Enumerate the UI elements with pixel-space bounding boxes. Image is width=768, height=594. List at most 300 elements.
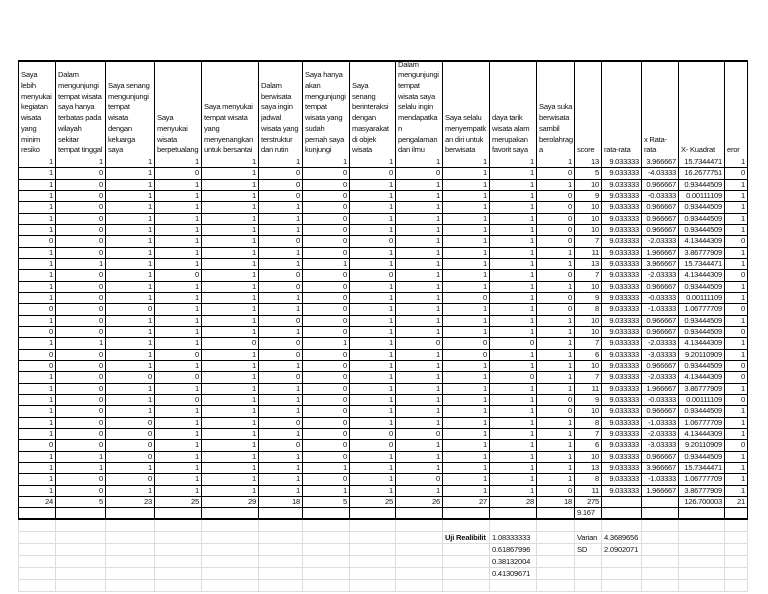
table-cell[interactable]: 1: [396, 384, 443, 395]
table-cell[interactable]: 1: [202, 350, 259, 361]
table-cell[interactable]: 0: [725, 372, 748, 383]
table-cell[interactable]: 9.033333: [602, 418, 642, 429]
table-cell[interactable]: 1: [396, 406, 443, 417]
table-cell[interactable]: 1: [259, 463, 303, 474]
table-cell[interactable]: -1.03333: [642, 304, 679, 315]
table-cell[interactable]: 0.93444509: [679, 225, 725, 236]
table-cell[interactable]: 1: [490, 180, 537, 191]
table-cell[interactable]: 0: [537, 225, 575, 236]
empty-cell[interactable]: [679, 544, 725, 556]
table-cell[interactable]: 0.00111109: [679, 191, 725, 202]
table-cell[interactable]: 3.86777909: [679, 248, 725, 259]
table-cell[interactable]: 1: [537, 452, 575, 463]
table-cell[interactable]: 1: [396, 486, 443, 497]
empty-cell[interactable]: [303, 568, 350, 580]
table-cell[interactable]: 1: [443, 248, 490, 259]
mean-score-cell[interactable]: 9.167: [575, 508, 602, 519]
table-cell[interactable]: 1: [350, 372, 396, 383]
table-cell[interactable]: 1: [725, 259, 748, 270]
column-header[interactable]: Saya menyukai wisata berpetualang: [155, 62, 202, 157]
table-cell[interactable]: -0.03333: [642, 293, 679, 304]
empty-cell[interactable]: [490, 580, 537, 592]
table-cell[interactable]: 1: [56, 157, 106, 168]
table-cell[interactable]: 9.033333: [602, 180, 642, 191]
table-cell[interactable]: 1: [490, 236, 537, 247]
table-cell[interactable]: 3.966667: [642, 259, 679, 270]
table-cell[interactable]: 1: [106, 225, 155, 236]
empty-cell[interactable]: [396, 520, 443, 532]
empty-cell[interactable]: [575, 520, 602, 532]
table-cell[interactable]: 1: [106, 361, 155, 372]
table-cell[interactable]: 9.033333: [602, 225, 642, 236]
table-cell[interactable]: 1: [350, 338, 396, 349]
table-cell[interactable]: 0.966667: [642, 214, 679, 225]
empty-cell[interactable]: [155, 520, 202, 532]
table-cell[interactable]: 1: [350, 327, 396, 338]
table-cell[interactable]: 1: [396, 350, 443, 361]
table-cell[interactable]: 1: [106, 191, 155, 202]
empty-cell[interactable]: [602, 556, 642, 568]
table-cell[interactable]: 0: [259, 191, 303, 202]
table-cell[interactable]: -4.03333: [642, 168, 679, 179]
table-cell[interactable]: 1: [725, 338, 748, 349]
table-cell[interactable]: 0: [106, 429, 155, 440]
table-cell[interactable]: 9: [575, 395, 602, 406]
table-cell[interactable]: 1: [259, 327, 303, 338]
column-header[interactable]: score: [575, 62, 602, 157]
table-cell[interactable]: 1: [202, 384, 259, 395]
table-cell[interactable]: 1: [725, 350, 748, 361]
table-cell[interactable]: 1: [202, 316, 259, 327]
empty-cell[interactable]: [202, 532, 259, 544]
table-cell[interactable]: 1: [443, 180, 490, 191]
table-cell[interactable]: 0: [490, 338, 537, 349]
table-cell[interactable]: 1: [106, 259, 155, 270]
table-cell[interactable]: 1: [18, 225, 56, 236]
empty-cell[interactable]: [106, 580, 155, 592]
table-cell[interactable]: 1: [106, 168, 155, 179]
table-cell[interactable]: 0: [537, 202, 575, 213]
table-cell[interactable]: 1: [537, 418, 575, 429]
empty-cell[interactable]: [679, 568, 725, 580]
table-cell[interactable]: 1: [396, 316, 443, 327]
table-cell[interactable]: 0: [56, 225, 106, 236]
empty-cell[interactable]: [537, 568, 575, 580]
table-cell[interactable]: 0: [18, 304, 56, 315]
empty-cell[interactable]: [106, 532, 155, 544]
table-cell[interactable]: 1: [350, 452, 396, 463]
table-cell[interactable]: 1: [537, 372, 575, 383]
empty-cell[interactable]: [155, 580, 202, 592]
table-cell[interactable]: 9.033333: [602, 214, 642, 225]
table-cell[interactable]: 0: [106, 372, 155, 383]
table-cell[interactable]: 0: [56, 270, 106, 281]
table-cell[interactable]: 1: [537, 259, 575, 270]
table-cell[interactable]: 1: [106, 293, 155, 304]
sd-value[interactable]: 2.0902071: [602, 544, 642, 556]
table-cell[interactable]: 1.06777709: [679, 474, 725, 485]
table-cell[interactable]: 1: [202, 361, 259, 372]
table-cell[interactable]: 1: [443, 384, 490, 395]
table-cell[interactable]: 0: [56, 372, 106, 383]
table-cell[interactable]: 0.93444509: [679, 406, 725, 417]
table-cell[interactable]: 0: [18, 327, 56, 338]
table-cell[interactable]: 0: [106, 418, 155, 429]
table-cell[interactable]: 1: [202, 418, 259, 429]
table-cell[interactable]: 9.033333: [602, 474, 642, 485]
total-cell[interactable]: 18: [537, 497, 575, 508]
table-cell[interactable]: 3.86777909: [679, 384, 725, 395]
table-cell[interactable]: 1: [18, 293, 56, 304]
empty-cell[interactable]: [259, 508, 303, 519]
table-cell[interactable]: 10: [575, 214, 602, 225]
table-cell[interactable]: 1: [490, 406, 537, 417]
table-cell[interactable]: 1: [396, 361, 443, 372]
table-cell[interactable]: 3.966667: [642, 157, 679, 168]
table-cell[interactable]: 9.20110909: [679, 350, 725, 361]
table-cell[interactable]: 1: [537, 157, 575, 168]
table-cell[interactable]: 0: [56, 474, 106, 485]
table-cell[interactable]: 0: [537, 168, 575, 179]
table-cell[interactable]: 7: [575, 236, 602, 247]
table-cell[interactable]: 1: [259, 157, 303, 168]
table-cell[interactable]: 1: [396, 225, 443, 236]
empty-cell[interactable]: [679, 532, 725, 544]
table-cell[interactable]: 1: [202, 180, 259, 191]
empty-cell[interactable]: [18, 544, 56, 556]
table-cell[interactable]: 1: [202, 236, 259, 247]
table-cell[interactable]: 1: [490, 486, 537, 497]
table-cell[interactable]: 1: [259, 214, 303, 225]
column-header[interactable]: x Rata- rata: [642, 62, 679, 157]
table-cell[interactable]: 0.93444509: [679, 361, 725, 372]
column-header[interactable]: Saya menyukai tempat wisata yang menyenangkan untuk bersantai: [202, 62, 259, 157]
table-cell[interactable]: 1: [396, 293, 443, 304]
table-cell[interactable]: 1: [490, 452, 537, 463]
table-cell[interactable]: 0: [303, 372, 350, 383]
table-cell[interactable]: 1: [396, 180, 443, 191]
table-cell[interactable]: 1: [155, 225, 202, 236]
table-cell[interactable]: 0: [303, 236, 350, 247]
table-cell[interactable]: 0: [56, 293, 106, 304]
empty-cell[interactable]: [443, 568, 490, 580]
table-cell[interactable]: 6: [575, 440, 602, 451]
table-cell[interactable]: 15.7344471: [679, 157, 725, 168]
table-cell[interactable]: 10: [575, 361, 602, 372]
total-cell[interactable]: 23: [106, 497, 155, 508]
table-cell[interactable]: 1: [725, 463, 748, 474]
table-cell[interactable]: 1: [18, 214, 56, 225]
table-cell[interactable]: 1: [443, 236, 490, 247]
table-cell[interactable]: 1: [202, 327, 259, 338]
table-cell[interactable]: 1: [18, 259, 56, 270]
empty-cell[interactable]: [642, 568, 679, 580]
table-cell[interactable]: 1: [155, 440, 202, 451]
table-cell[interactable]: 8: [575, 418, 602, 429]
table-cell[interactable]: 0: [725, 168, 748, 179]
table-cell[interactable]: 1: [18, 372, 56, 383]
empty-cell[interactable]: [202, 508, 259, 519]
table-cell[interactable]: 1: [106, 236, 155, 247]
table-cell[interactable]: 1: [303, 157, 350, 168]
empty-cell[interactable]: [642, 532, 679, 544]
table-cell[interactable]: 1: [490, 214, 537, 225]
table-cell[interactable]: 1: [18, 157, 56, 168]
table-cell[interactable]: 0: [56, 316, 106, 327]
table-cell[interactable]: 1: [18, 248, 56, 259]
table-cell[interactable]: 0: [259, 316, 303, 327]
table-cell[interactable]: 1: [490, 225, 537, 236]
table-cell[interactable]: 1: [155, 452, 202, 463]
empty-cell[interactable]: [202, 520, 259, 532]
table-cell[interactable]: 1: [443, 168, 490, 179]
table-cell[interactable]: 1: [18, 168, 56, 179]
table-cell[interactable]: 1: [537, 282, 575, 293]
table-cell[interactable]: 1: [155, 384, 202, 395]
empty-cell[interactable]: [725, 508, 748, 519]
table-cell[interactable]: 1: [18, 282, 56, 293]
table-cell[interactable]: 9.033333: [602, 338, 642, 349]
empty-cell[interactable]: [725, 520, 748, 532]
table-cell[interactable]: 10: [575, 327, 602, 338]
table-cell[interactable]: 0: [259, 418, 303, 429]
table-cell[interactable]: 1: [18, 316, 56, 327]
table-cell[interactable]: 1: [18, 338, 56, 349]
empty-cell[interactable]: [350, 532, 396, 544]
table-cell[interactable]: 1: [537, 338, 575, 349]
empty-cell[interactable]: [303, 580, 350, 592]
table-cell[interactable]: 1: [202, 168, 259, 179]
table-cell[interactable]: 4.13444309: [679, 270, 725, 281]
table-cell[interactable]: 0: [350, 236, 396, 247]
table-cell[interactable]: 1: [443, 474, 490, 485]
table-cell[interactable]: 1: [18, 463, 56, 474]
empty-cell[interactable]: [443, 556, 490, 568]
empty-cell[interactable]: [155, 556, 202, 568]
table-cell[interactable]: 0: [56, 202, 106, 213]
empty-cell[interactable]: [537, 544, 575, 556]
table-cell[interactable]: 0: [303, 384, 350, 395]
table-cell[interactable]: 1: [725, 225, 748, 236]
empty-cell[interactable]: [575, 556, 602, 568]
table-cell[interactable]: 1: [725, 248, 748, 259]
table-cell[interactable]: 0: [725, 327, 748, 338]
table-cell[interactable]: 0: [155, 350, 202, 361]
table-cell[interactable]: 0: [537, 214, 575, 225]
total-cell[interactable]: 5: [303, 497, 350, 508]
table-cell[interactable]: 1: [18, 395, 56, 406]
table-cell[interactable]: 1: [350, 282, 396, 293]
table-cell[interactable]: 1: [725, 293, 748, 304]
table-cell[interactable]: 1: [725, 180, 748, 191]
table-cell[interactable]: 1: [155, 327, 202, 338]
table-cell[interactable]: 9.033333: [602, 452, 642, 463]
table-cell[interactable]: 0: [155, 270, 202, 281]
table-cell[interactable]: 1: [259, 293, 303, 304]
column-header[interactable]: X- Kuadrat: [679, 62, 725, 157]
table-cell[interactable]: 0.966667: [642, 361, 679, 372]
table-cell[interactable]: 0: [18, 440, 56, 451]
table-cell[interactable]: 1: [350, 463, 396, 474]
empty-cell[interactable]: [56, 556, 106, 568]
table-cell[interactable]: 1: [259, 225, 303, 236]
table-cell[interactable]: 1: [155, 157, 202, 168]
table-cell[interactable]: 1: [490, 429, 537, 440]
table-cell[interactable]: 0.966667: [642, 316, 679, 327]
table-cell[interactable]: 1: [106, 248, 155, 259]
empty-cell[interactable]: [259, 520, 303, 532]
table-cell[interactable]: 0: [56, 418, 106, 429]
table-cell[interactable]: 8: [575, 304, 602, 315]
table-cell[interactable]: 9.20110909: [679, 440, 725, 451]
table-cell[interactable]: 0: [725, 361, 748, 372]
table-cell[interactable]: 1.966667: [642, 384, 679, 395]
table-cell[interactable]: 0: [725, 440, 748, 451]
table-cell[interactable]: -2.03333: [642, 338, 679, 349]
table-cell[interactable]: 10: [575, 282, 602, 293]
empty-cell[interactable]: [303, 544, 350, 556]
table-cell[interactable]: 10: [575, 225, 602, 236]
table-cell[interactable]: 1: [537, 463, 575, 474]
table-cell[interactable]: 4.13444309: [679, 236, 725, 247]
empty-cell[interactable]: [602, 520, 642, 532]
reliability-label[interactable]: Uji Realibilit: [443, 532, 490, 544]
table-cell[interactable]: 1: [443, 214, 490, 225]
table-cell[interactable]: 0: [537, 304, 575, 315]
column-header[interactable]: Saya senang berinteraksi dengan masyarakat di objek wisata: [350, 62, 396, 157]
column-header[interactable]: eror: [725, 62, 748, 157]
table-cell[interactable]: 1: [155, 486, 202, 497]
table-cell[interactable]: 1: [490, 259, 537, 270]
table-cell[interactable]: 1: [725, 202, 748, 213]
table-cell[interactable]: 0: [537, 395, 575, 406]
table-cell[interactable]: 1: [443, 191, 490, 202]
table-cell[interactable]: 0: [303, 202, 350, 213]
table-cell[interactable]: 1: [106, 338, 155, 349]
table-cell[interactable]: 3.86777909: [679, 486, 725, 497]
table-cell[interactable]: 0: [303, 180, 350, 191]
table-cell[interactable]: 1: [490, 282, 537, 293]
table-cell[interactable]: 1: [725, 429, 748, 440]
table-cell[interactable]: 9.033333: [602, 202, 642, 213]
table-cell[interactable]: 9.033333: [602, 361, 642, 372]
table-cell[interactable]: 1: [725, 418, 748, 429]
table-cell[interactable]: 10: [575, 180, 602, 191]
empty-cell[interactable]: [259, 580, 303, 592]
table-cell[interactable]: 1: [106, 316, 155, 327]
table-cell[interactable]: 0: [350, 440, 396, 451]
table-cell[interactable]: 0: [350, 429, 396, 440]
table-cell[interactable]: 1: [259, 452, 303, 463]
table-cell[interactable]: 1: [106, 463, 155, 474]
table-cell[interactable]: 0: [537, 191, 575, 202]
table-cell[interactable]: 0: [259, 168, 303, 179]
table-cell[interactable]: 1: [490, 157, 537, 168]
table-cell[interactable]: 0: [259, 180, 303, 191]
empty-cell[interactable]: [537, 556, 575, 568]
empty-cell[interactable]: [725, 544, 748, 556]
table-cell[interactable]: 0.966667: [642, 452, 679, 463]
table-cell[interactable]: 0: [56, 214, 106, 225]
table-cell[interactable]: 1: [18, 202, 56, 213]
table-cell[interactable]: 1: [56, 338, 106, 349]
empty-cell[interactable]: [56, 520, 106, 532]
table-cell[interactable]: 1: [443, 395, 490, 406]
table-cell[interactable]: 0.966667: [642, 282, 679, 293]
table-cell[interactable]: 1: [259, 474, 303, 485]
empty-cell[interactable]: [202, 580, 259, 592]
table-cell[interactable]: 9: [575, 191, 602, 202]
table-cell[interactable]: 1: [443, 372, 490, 383]
table-cell[interactable]: 13: [575, 463, 602, 474]
table-cell[interactable]: 0: [303, 361, 350, 372]
table-cell[interactable]: 1: [202, 225, 259, 236]
table-cell[interactable]: 1: [490, 440, 537, 451]
table-cell[interactable]: 1: [350, 157, 396, 168]
table-cell[interactable]: 1: [537, 180, 575, 191]
table-cell[interactable]: 1: [259, 248, 303, 259]
table-cell[interactable]: 1: [155, 191, 202, 202]
table-cell[interactable]: 1: [202, 282, 259, 293]
empty-cell[interactable]: [679, 520, 725, 532]
table-cell[interactable]: 1: [155, 418, 202, 429]
column-header[interactable]: Dalam mengunjungi tempat wisata saya hanya terbatas pada wilayah sekitar tempat tinggal: [56, 62, 106, 157]
total-cell[interactable]: 126.700003: [679, 497, 725, 508]
empty-cell[interactable]: [537, 508, 575, 519]
table-cell[interactable]: 1: [350, 350, 396, 361]
table-cell[interactable]: 9.033333: [602, 350, 642, 361]
empty-cell[interactable]: [725, 532, 748, 544]
table-cell[interactable]: 0: [56, 384, 106, 395]
table-cell[interactable]: 11: [575, 486, 602, 497]
table-cell[interactable]: 1: [350, 474, 396, 485]
table-cell[interactable]: -1.03333: [642, 474, 679, 485]
table-cell[interactable]: 0: [303, 168, 350, 179]
table-cell[interactable]: 9.033333: [602, 304, 642, 315]
table-cell[interactable]: 1: [537, 316, 575, 327]
table-cell[interactable]: 0: [537, 236, 575, 247]
table-cell[interactable]: 0: [259, 270, 303, 281]
table-cell[interactable]: 1: [106, 180, 155, 191]
column-header[interactable]: Saya lebih menyukai kegiatan wisata yang minim resiko: [18, 62, 56, 157]
table-cell[interactable]: 1: [202, 474, 259, 485]
total-cell[interactable]: 18: [259, 497, 303, 508]
table-cell[interactable]: 0: [155, 395, 202, 406]
table-cell[interactable]: 1: [18, 418, 56, 429]
table-cell[interactable]: 1: [202, 214, 259, 225]
total-cell[interactable]: [642, 497, 679, 508]
table-cell[interactable]: 15.7344471: [679, 259, 725, 270]
table-cell[interactable]: 1: [725, 316, 748, 327]
empty-cell[interactable]: [490, 520, 537, 532]
table-cell[interactable]: 1.06777709: [679, 418, 725, 429]
empty-cell[interactable]: [642, 508, 679, 519]
table-cell[interactable]: 9.033333: [602, 168, 642, 179]
table-cell[interactable]: 1: [490, 202, 537, 213]
table-cell[interactable]: 0: [303, 191, 350, 202]
table-cell[interactable]: 1: [18, 180, 56, 191]
table-cell[interactable]: 0: [106, 474, 155, 485]
table-cell[interactable]: 1: [155, 316, 202, 327]
table-cell[interactable]: 1: [18, 191, 56, 202]
table-cell[interactable]: 1: [443, 429, 490, 440]
table-cell[interactable]: 1: [725, 474, 748, 485]
table-cell[interactable]: 0.966667: [642, 202, 679, 213]
table-cell[interactable]: 1: [106, 214, 155, 225]
empty-cell[interactable]: [259, 568, 303, 580]
total-cell[interactable]: 275: [575, 497, 602, 508]
table-cell[interactable]: 0.93444509: [679, 327, 725, 338]
